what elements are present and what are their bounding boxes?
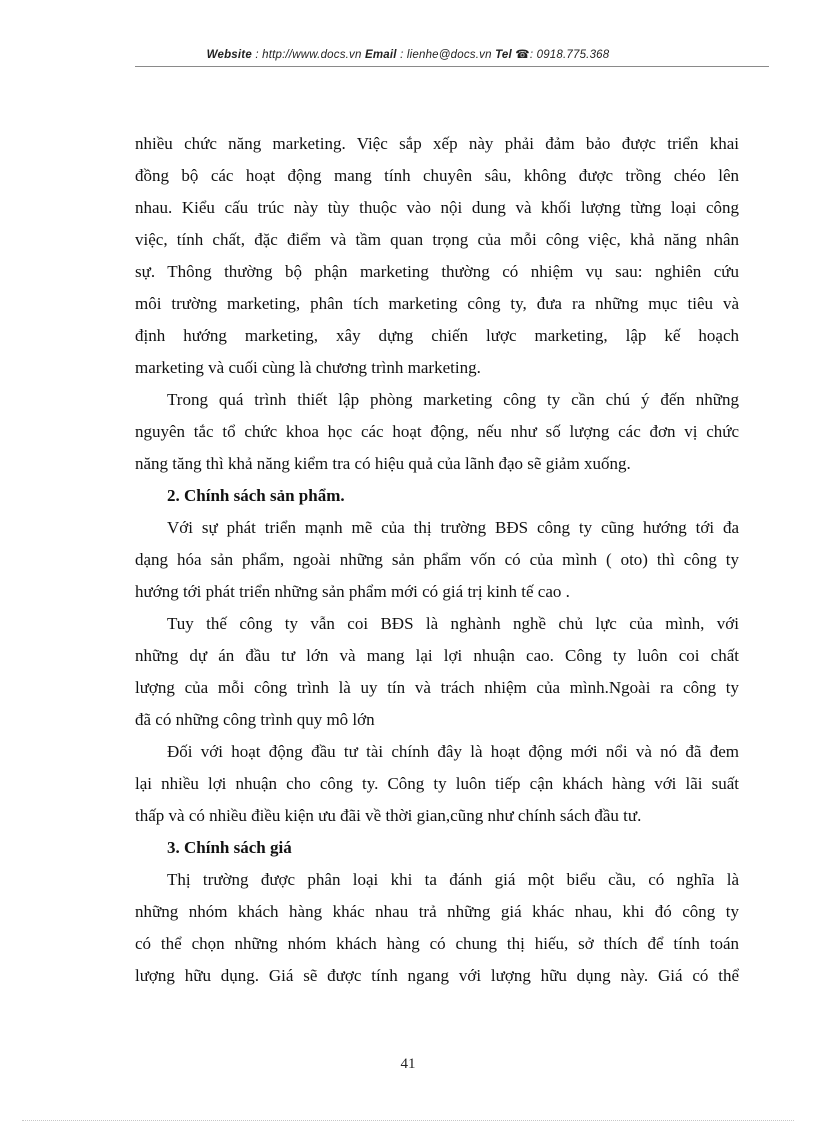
text-line: thấp và có nhiều điều kiện ưu đãi về thời gian,cũng như chính sách đầu tư. bbox=[135, 806, 642, 825]
text-line: Thị trường được phân loại khi ta đánh giá một biểu cầu, có nghĩa là bbox=[167, 870, 739, 889]
text-line: Đối với hoạt động đầu tư tài chính đây là hoạt động mới nổi và nó đã đem bbox=[167, 742, 739, 761]
document-body bbox=[135, 128, 739, 992]
text-line: sự. Thông thường bộ phận marketing thường có nhiệm vụ sau: nghiên cứu bbox=[135, 262, 739, 281]
text-line: dạng hóa sản phẩm, ngoài những sản phẩm vốn có của mình ( oto) thì công ty bbox=[135, 550, 739, 569]
text-line: Với sự phát triển mạnh mẽ của thị trường BĐS công ty cũng hướng tới đa bbox=[167, 518, 739, 537]
text-line: Tuy thế công ty vẫn coi BĐS là nghành nghề chủ lực của mình, với bbox=[167, 614, 739, 633]
text-line: lại nhiều lợi nhuận cho công ty. Công ty luôn tiếp cận khách hàng với lãi suất bbox=[135, 774, 739, 793]
text-line: Trong quá trình thiết lập phòng marketing công ty cần chú ý đến những bbox=[167, 390, 739, 409]
text-line: đã có những công trình quy mô lớn bbox=[135, 710, 375, 729]
section-heading: 2. Chính sách sản phẩm. bbox=[167, 486, 345, 505]
text-line: lượng hữu dụng. Giá sẽ được tính ngang với lượng hữu dụng này. Giá có thể bbox=[135, 966, 739, 985]
website-value: : http://www.docs.vn bbox=[251, 49, 365, 61]
telephone-icon: ☎ bbox=[515, 49, 530, 61]
section-heading: 3. Chính sách giá bbox=[167, 838, 292, 857]
email-label: Email bbox=[365, 49, 397, 61]
text-line: lượng của mỗi công trình là uy tín và trách nhiệm của mình.Ngoài ra công ty bbox=[135, 678, 739, 697]
page-number: 41 bbox=[400, 1056, 416, 1072]
text-line: nhiều chức năng marketing. Việc sắp xếp này phải đảm bảo được triển khai bbox=[135, 134, 739, 153]
text-line: việc, tính chất, đặc điểm và tầm quan trọng của mỗi công việc, khả năng nhân bbox=[135, 230, 739, 249]
text-line: marketing và cuối cùng là chương trình marketing. bbox=[135, 358, 481, 377]
website-label: Website bbox=[206, 49, 252, 61]
text-line: những dự án đầu tư lớn và mang lại lợi nhuận cao. Công ty luôn coi chất bbox=[135, 646, 739, 665]
text-line: nhau. Kiểu cấu trúc này tùy thuộc vào nội dung và khối lượng từng loại công bbox=[135, 198, 739, 217]
text-line: hướng tới phát triển những sản phẩm mới có giá trị kinh tế cao . bbox=[135, 582, 570, 601]
text-line: nguyên tắc tổ chức khoa học các hoạt động, nếu như số lượng các đơn vị chức bbox=[135, 422, 739, 441]
page-bottom-divider bbox=[22, 1120, 794, 1121]
header-rule bbox=[135, 66, 769, 67]
email-value: : lienhe@docs.vn bbox=[396, 49, 496, 61]
text-line: năng tăng thì khả năng kiểm tra có hiệu quả của lãnh đạo sẽ giảm xuống. bbox=[135, 454, 631, 473]
page-header bbox=[0, 47, 816, 61]
text-line: những nhóm khách hàng khác nhau trả những giá khác nhau, khi đó công ty bbox=[135, 902, 739, 921]
text-line: định hướng marketing, xây dựng chiến lược marketing, lập kế hoạch bbox=[135, 326, 739, 345]
text-line: có thể chọn những nhóm khách hàng có chung thị hiếu, sở thích để tính toán bbox=[135, 934, 739, 953]
tel-label: Tel bbox=[495, 49, 512, 61]
text-line: môi trường marketing, phân tích marketing công ty, đưa ra những mục tiêu và bbox=[135, 294, 739, 313]
text-line: đồng bộ các hoạt động mang tính chuyên sâu, không được trồng chéo lên bbox=[135, 166, 739, 185]
tel-value: : 0918.775.368 bbox=[529, 49, 610, 61]
